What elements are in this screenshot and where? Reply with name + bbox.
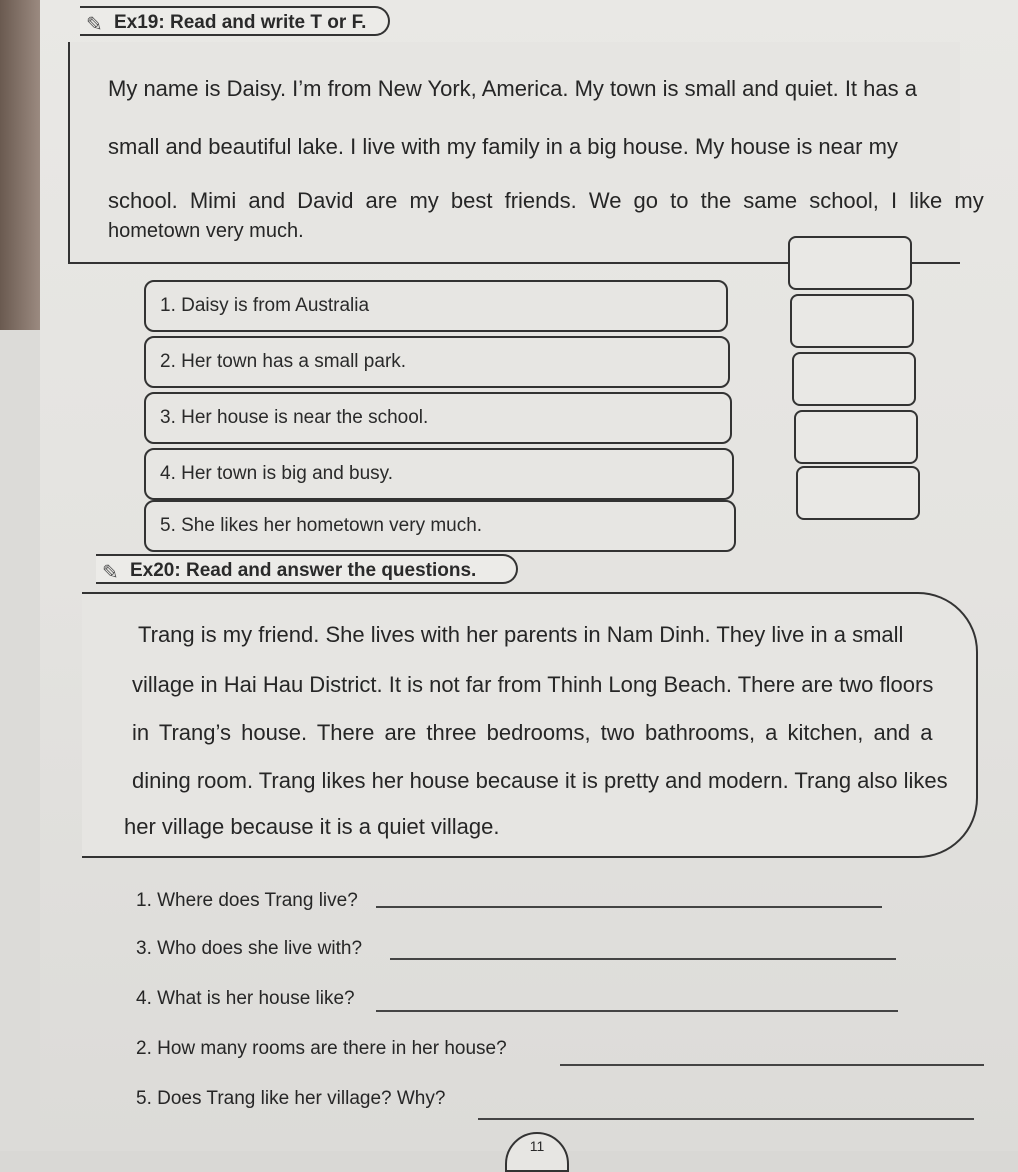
ex20-question-4: 4. What is her house like?: [136, 988, 355, 1009]
ex20-passage-line: village in Hai Hau District. It is not far from Thinh Long Beach. There are two floors: [132, 672, 934, 697]
answer-line-4[interactable]: [376, 1010, 898, 1012]
pencil-icon: ✎: [102, 562, 119, 584]
tf-answer-box-4[interactable]: [794, 410, 918, 464]
answer-line-1[interactable]: [376, 906, 882, 908]
ex19-statement-1: 1. Daisy is from Australia: [144, 280, 728, 332]
ex19-passage-line: small and beautiful lake. I live with my family in a big house. My house is near my: [108, 134, 898, 159]
tf-answer-box-2[interactable]: [790, 294, 914, 348]
ex20-passage-line: her village because it is a quiet village.: [124, 814, 500, 839]
ex19-passage-line: school. Mimi and David are my best friends. We go to the same school, I like my: [108, 188, 984, 213]
ex19-title-text: Ex19: Read and write T or F.: [114, 12, 367, 33]
ex19-statement-5: 5. She likes her hometown very much.: [144, 500, 736, 552]
answer-line-5[interactable]: [478, 1118, 974, 1120]
ex19-title: [80, 6, 390, 36]
ex19-statement-3: 3. Her house is near the school.: [144, 392, 732, 444]
answer-line-2[interactable]: [560, 1064, 984, 1066]
ex20-passage-line: in Trang’s house. There are three bedrooms, two bathrooms, a kitchen, and a: [132, 720, 933, 745]
tf-answer-box-1[interactable]: [788, 236, 912, 290]
ex20-passage: [82, 592, 978, 858]
ex20-title: [96, 554, 518, 584]
ex19-passage-line: My name is Daisy. I’m from New York, America. My town is small and quiet. It has a: [108, 76, 917, 101]
ex20-question-1: 1. Where does Trang live?: [136, 890, 358, 911]
page-edge-shadow: [0, 0, 40, 330]
tf-answer-box-3[interactable]: [792, 352, 916, 406]
ex19-passage: [68, 42, 984, 264]
ex20-title-text: Ex20: Read and answer the questions.: [130, 560, 477, 581]
ex19-statement-2: 2. Her town has a small park.: [144, 336, 730, 388]
ex20-question-3: 3. Who does she live with?: [136, 938, 363, 959]
page-edge: [0, 330, 40, 1151]
pencil-icon: ✎: [86, 14, 103, 36]
ex20-question-2: 2. How many rooms are there in her house?: [136, 1038, 507, 1059]
page-number: 11: [505, 1132, 569, 1172]
answer-line-3[interactable]: [390, 958, 896, 960]
ex20-passage-line: dining room. Trang likes her house because it is pretty and modern. Trang also likes: [132, 768, 948, 793]
ex20-question-5: 5. Does Trang like her village? Why?: [136, 1088, 446, 1109]
tf-answer-box-5[interactable]: [796, 466, 920, 520]
ex19-passage-line: hometown very much.: [108, 220, 304, 242]
ex19-statement-4: 4. Her town is big and busy.: [144, 448, 734, 500]
ex20-passage-line: Trang is my friend. She lives with her parents in Nam Dinh. They live in a small: [138, 622, 904, 647]
